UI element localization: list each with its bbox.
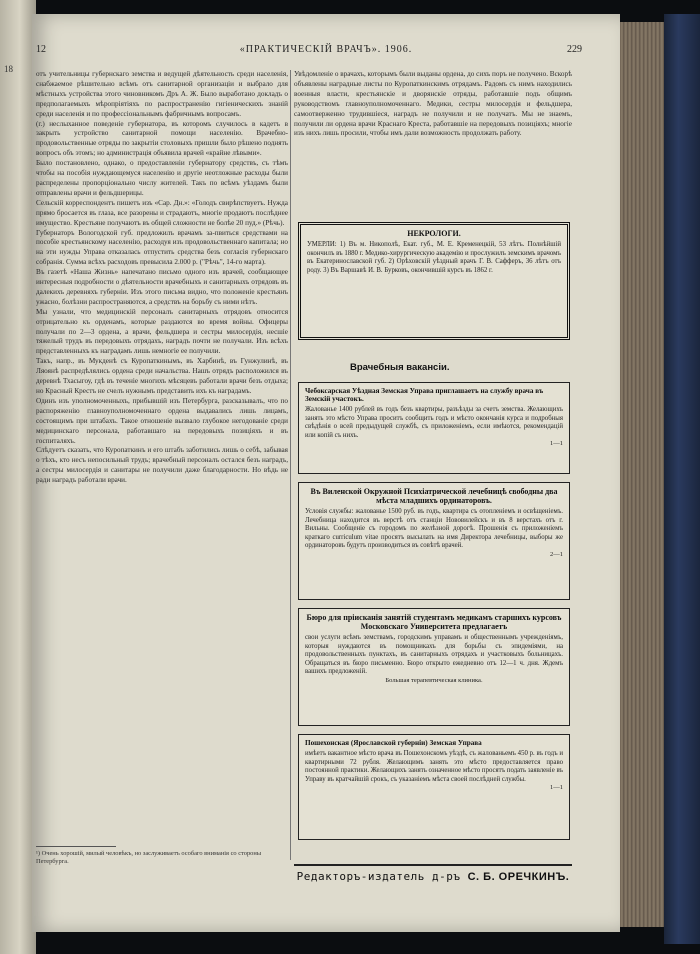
vacancy-foot: 1—1 xyxy=(550,784,563,792)
article-paragraph: Мы узнали, что медицинскій персоналъ санитарныхъ отрядовъ относится отрицательно къ орденамъ, которые раздаются во время войны. Офицеры получали по 2—3 ордена, а врачи, фельдшера и сестры милосердія, несшіе тяжелый трудъ въ передовыхъ отрядахъ, наградъ почти не получали. Изъ всѣхъ представленныхъ къ наградамъ лишь немногіе ее получили. xyxy=(36,307,288,356)
article-paragraph: (г.) неслыханное поведеніе губернатора, въ которомъ случилось в кадетъ в закрыть устройство санитарной помощи населенію. Врачебно-продовольственные отряды по закрытіи столовыхъ пришли было рѣшено поднять вопросъ объ этомъ; но администрація объявила врачей «крайне лѣвыми». xyxy=(36,119,288,158)
necrology-box xyxy=(298,222,570,340)
vacancy-body: Условія службы: жалованье 1500 руб. въ годъ, квартира съ отопленіемъ и освѣщеніемъ. Лечебница находится въ верстѣ отъ станціи Нововилейскъ и въ 8 верстахъ отъ г. Вильны. Сообщеніе съ городомъ по желѣзной дорогѣ. Прошенія съ приложеніемъ краткаго curriculum vitae просятъ высылать на имя Директора лечебницы, выборы же ординаторовъ будутъ производиться въ совѣтѣ врачей. xyxy=(305,508,563,550)
article-paragraph: Въ газетѣ «Наша Жизнь» напечатано письмо одного изъ врачей, сообщающее интересныя подробности о дѣятельности врачебныхъ и санитарныхъ отрядовъ въ далекихъ деревняхъ губерніи. Изъ этого письма видно, что положеніе крестьянъ ужасно, болѣзни распространяются, а средствъ на борьбу съ ними нѣтъ. xyxy=(36,268,288,306)
left-page-number: 18 xyxy=(4,64,13,74)
editor-label: Редакторъ-издатель д-ръ xyxy=(296,870,461,883)
vacancy-notice xyxy=(298,482,570,600)
vacancy-body: Жалованье 1400 рублей въ годъ безъ квартиры, разъѣзды за счетъ земства. Желающихъ занять это мѣсто Управа проситъ сообщить годъ и мѣсто окончанія курса и подробныя свѣдѣнія о всей предыдущей службѣ, съ приложеніемъ, если имѣются, рекомендацій или копій съ нихъ. xyxy=(305,406,563,439)
vacancy-heading: Въ Виленской Окружной Психіатрической лечебницѣ свободны два мѣста младшихъ ординаторовъ. xyxy=(310,487,558,505)
journal-title: «ПРАКТИЧЕСКІЙ ВРАЧЪ». 1906. xyxy=(239,44,413,55)
vacancy-body: имѣетъ вакантное мѣсто врача въ Пошехонскомъ уѣздѣ, съ жалованьемъ 450 р. въ годъ и квартирными 72 рубля. Желающимъ занять это мѣсто предоставляется право постоянной практики. Желающихъ занять означенное мѣсто просятъ подать заявленіе въ Управу въ кратчайшій срокъ, съ указаніемъ мѣста своей послѣдней службы. xyxy=(305,750,563,783)
necrology-body: УМЕРЛИ: 1) Въ м. Никополѣ, Екат. губ., М. Е. Кременецкій, 53 лѣтъ. Полнѣйшій окончилъ въ 1880 г. Медико-хирургическую академію и прослужилъ земскимъ врачомъ въ Екатеринославской губ. 2) Орѣховскій уѣздный врачъ Г. В. Сафферъ, 36 лѣтъ отъ роду. 3) Въ Варшавѣ И. В. Бурковъ, окончившій курсъ въ 1862 г. xyxy=(307,241,561,274)
vacancy-foot: Большая терапевтическая клиника. xyxy=(385,676,483,684)
left-page-edge xyxy=(0,0,36,954)
vacancy-heading: Бюро для пріисканія занятій студентамъ медикамъ старшихъ курсовъ Московскаго Университета предлагаетъ xyxy=(306,613,562,631)
article-paragraph: отъ учительницы губернскаго земства и ведущей дѣятельность среди населенія, снабжаемое рѣшительно всѣмъ отъ санитарной организаціи и выбрало для мѣстныхъ устройства этого чиновникомъ Дръ А. Ж. Было выработано докладъ о предполагаемыхъ мѣропріятіяхъ по распространенію гигіеническихъ знаній среди населенія и по профессіональнымъ фабричнымъ вопросамъ. xyxy=(36,70,288,118)
vacancy-notice xyxy=(298,608,570,726)
article-paragraph: Сельскій корреспондентъ пишетъ изъ «Сар. Дн.»: «Голодъ свирѣпствуетъ. Нужда прямо бросается въ глаза, все разорены и страдаютъ, многіе продаютъ послѣднее имущество. Крестьяне получаютъ въ общей сложности не болѣе 20 пуд.» (Рѣчь). xyxy=(36,198,288,227)
vacancy-foot: 1—1 xyxy=(550,440,563,448)
left-text-column xyxy=(36,70,288,870)
vacancies-title: Врачебныя вакансіи. xyxy=(350,362,450,373)
right-text-column xyxy=(294,70,572,930)
editor-line xyxy=(294,870,572,883)
article-paragraph: Одинъ изъ уполномоченныхъ, прибывшій изъ Петербурга, разсказывалъ, что по распоряженію главноуполномоченнаго ордена выдавались лишь лицамъ, состоящимъ при штабахъ. Такое отношеніе вызвало глубокое негодованіе среди медицинскаго персонала, работавшаго на передовыхъ позиціяхъ и въ госпиталяхъ. xyxy=(36,396,288,445)
journal-page xyxy=(32,14,620,932)
column-divider xyxy=(290,70,291,860)
article-paragraph: Слѣдуетъ сказать, что Куропаткинъ и его штабъ заботились лишь о себѣ, забывая о тѣхъ, кто несъ непосильный трудъ; врачебный персоналъ остался безъ наградъ, а сестры милосердія и санитары не получили даже благодарности. Но вѣдь не ради наградъ работали врачи. xyxy=(36,446,288,485)
book-cover xyxy=(664,14,700,944)
editor-name: С. Б. ОРЕЧКИНЪ. xyxy=(467,871,570,883)
vacancy-foot: 2—1 xyxy=(550,550,563,558)
vacancy-notice xyxy=(298,734,570,840)
vacancy-heading: Пошехонская (Ярославской губерніи) Земская Управа xyxy=(305,739,482,747)
vacancy-notice xyxy=(298,382,570,474)
intro-paragraph: Увѣдомленіе о врачахъ, которымъ были выданы ордена, до сихъ поръ не получено. Вскорѣ объявлены наградные листы по Куропаткинскимъ отрядамъ. Радомъ съ нимъ находились военныя власти, крестьянскіе и дворянскіе отряды, работавшіе подъ общимъ руководствомъ главноуполномоченнаго. Медики, сестры милосердія и фельдшера, самоотверженно трудившіеся, наградъ не получили и не получатъ. Мы не знаемъ, получили ли ордена врачи Краснаго Креста, работавшіе на передовыхъ позиціяхъ; многіе изъ нихъ лишь просили, чтобы имъ дали возможность продолжать работу. xyxy=(294,70,572,138)
footnote: ¹) Очень хорошій, милый человѣкъ, но заслуживаетъ особаго вниманія со стороны Петербурга. xyxy=(36,850,262,865)
article-paragraph: Губернаторъ Вологодской губ. предложилъ врачамъ за-пвиться средствами на пособіе крестьянскому населенію, расходуя изъ продовольственнаго капитала; но на эти нужды Управа отказалась отпустить средства безъ согласія губернскаго собранія. Сумма всѣхъ расходовъ превысила 2.000 р. ("Рѣчь", 14-го марта). xyxy=(36,228,288,267)
article-paragraph: Такъ, напр., въ Мукденѣ съ Куропаткинымъ, въ Харбинѣ, въ Гунжулинѣ, въ Ляоянѣ распредѣлялись ордена среди начальства. Нашъ отрядъ расположился въ деревнѣ Тхасыгоу, гдѣ въ теченіе многихъ мѣсяцевъ работали врачи безъ отдыха; но Красный Крестъ не счелъ нужнымъ представить ихъ къ наградамъ. xyxy=(36,357,288,395)
page-header xyxy=(32,44,620,60)
header-left-page-number: 12 xyxy=(36,44,46,55)
article-paragraph: Было постановлено, однако, о предоставленіи губернатору средствъ, съ тѣмъ чтобы на пособія нуждающемуся населенію и другіе неотложные расходы были распределены пропорціонально числу жителей. Такъ по всѣмъ уѣздамъ были отправлены врачи и фельдшерицы. xyxy=(36,159,288,197)
editor-divider xyxy=(294,864,572,866)
vacancy-heading: Чебоксарская Уѣздная Земская Управа приглашаетъ на службу врача въ Земскій участокъ. xyxy=(305,387,544,403)
necrology-heading: НЕКРОЛОГИ. xyxy=(407,229,461,238)
vacancy-body: свои услуги всѣмъ земствамъ, городскимъ управамъ и общественнымъ учрежденіямъ, которыя нуждаются въ помощникахъ для борьбы съ эпидеміями, на продовольственныхъ пунктахъ, въ санитарныхъ отрядахъ и участковыхъ больницахъ. Обращаться въ бюро письменно. Бюро открыто ежедневно отъ 12—1 ч. дня. Ждемъ вашихъ предложеній. xyxy=(305,634,563,676)
header-page-number: 229 xyxy=(567,44,582,55)
footnote-divider xyxy=(36,846,116,847)
book-spine-pages xyxy=(616,22,664,927)
